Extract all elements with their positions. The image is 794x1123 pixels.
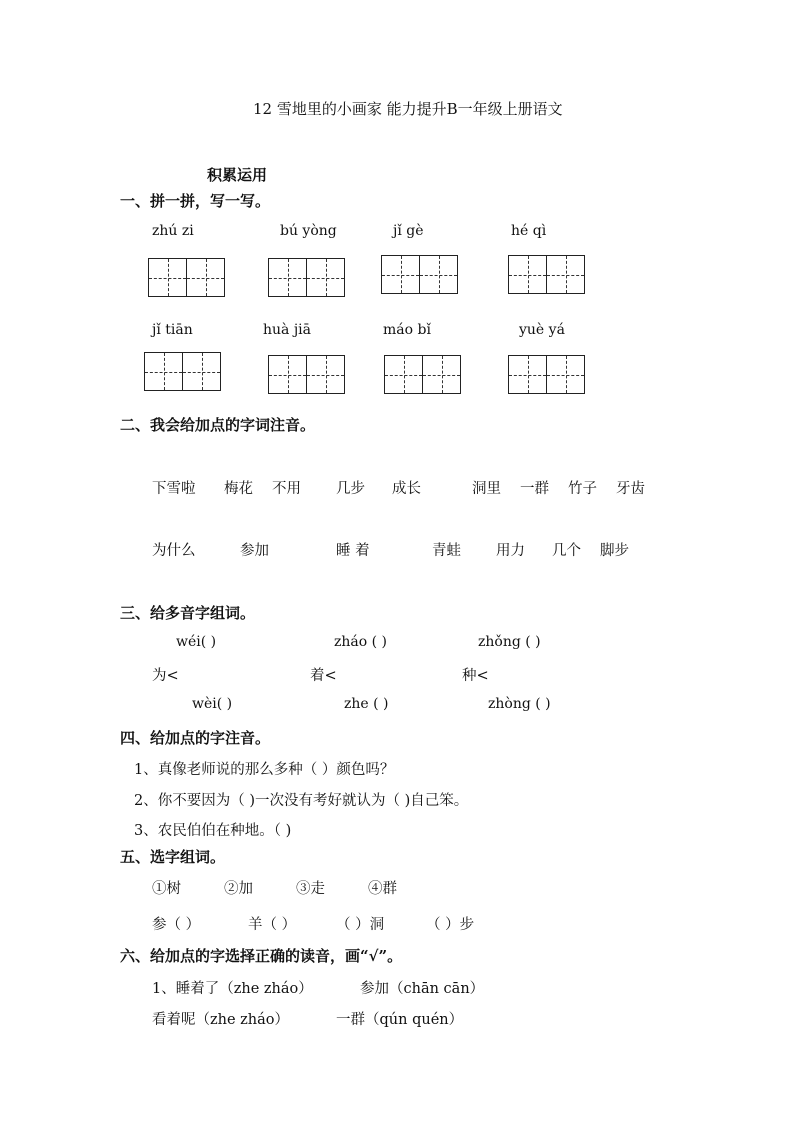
- word-item: 竹子: [568, 481, 597, 497]
- word-item: 一群: [520, 481, 549, 497]
- writing-grid[interactable]: [508, 255, 585, 294]
- word-item: 成长: [392, 481, 421, 497]
- choice-option: ②加: [224, 881, 253, 897]
- word-item: 为什么: [152, 543, 196, 559]
- grid-cell: [149, 259, 187, 296]
- exercise-item: 1、真像老师说的那么多种（ ）颜色吗？: [134, 762, 395, 778]
- pinyin-label: jǐ gè: [393, 223, 424, 239]
- polyphone-char: 为<: [152, 668, 179, 684]
- grid-cell: [509, 256, 547, 293]
- exercise-item: 2、你不要因为（ )一次没有考好就认为（ )自己笨。: [134, 793, 469, 809]
- section-heading-5: 五、选字组词。: [120, 848, 226, 866]
- pinyin-label: bú yòng: [280, 223, 337, 239]
- fill-blank[interactable]: 参（ ）: [152, 917, 201, 933]
- reading-choice[interactable]: 一群（qún quén）: [336, 1012, 464, 1028]
- grid-cell: [307, 356, 344, 393]
- choice-option: ④群: [368, 881, 397, 897]
- reading-choice[interactable]: 参加（chān cān）: [360, 981, 485, 997]
- writing-grid[interactable]: [144, 352, 221, 391]
- word-item: 几个: [552, 543, 581, 559]
- grid-cell: [307, 259, 344, 296]
- pinyin-blank[interactable]: wèi( ): [192, 696, 233, 712]
- grid-cell: [382, 256, 420, 293]
- word-item: 洞里: [472, 481, 501, 497]
- grid-cell: [183, 353, 220, 390]
- fill-blank[interactable]: （ ）步: [426, 917, 475, 933]
- writing-grid[interactable]: [381, 255, 458, 294]
- exercise-item: 3、农民伯伯在种地。（ ): [134, 823, 292, 839]
- choice-option: ③走: [296, 881, 325, 897]
- word-item: 下雪啦: [152, 481, 196, 497]
- grid-cell: [547, 256, 584, 293]
- pinyin-blank[interactable]: zhe ( ): [344, 696, 389, 712]
- word-item: 牙齿: [616, 481, 645, 497]
- section-heading-3: 三、给多音字组词。: [120, 604, 256, 622]
- word-item: 参加: [240, 543, 269, 559]
- word-item: 梅花: [224, 481, 253, 497]
- choice-option: ①树: [152, 881, 181, 897]
- writing-grid[interactable]: [384, 355, 461, 394]
- polyphone-char: 着<: [310, 668, 337, 684]
- pinyin-blank[interactable]: zhòng ( ): [488, 696, 551, 712]
- polyphone-char: 种<: [462, 668, 489, 684]
- pinyin-label: yuè yá: [519, 322, 565, 338]
- pinyin-label: máo bǐ: [383, 322, 431, 338]
- word-item: 几步: [336, 481, 365, 497]
- section-heading-1: 一、拼一拼，写一写。: [120, 192, 271, 210]
- pinyin-blank[interactable]: zháo ( ): [334, 634, 387, 650]
- grid-cell: [269, 259, 307, 296]
- writing-grid[interactable]: [148, 258, 225, 297]
- section-heading-2: 二、我会给加点的字词注音。: [120, 416, 316, 434]
- fill-blank[interactable]: （ ）洞: [336, 917, 385, 933]
- page-title: 12 雪地里的小画家 能力提升B一年级上册语文: [253, 100, 563, 118]
- grid-cell: [420, 256, 457, 293]
- word-item: 不用: [272, 481, 301, 497]
- pinyin-blank[interactable]: zhǒng ( ): [478, 634, 541, 650]
- section-subtitle: 积累运用: [207, 166, 268, 184]
- grid-cell: [509, 356, 547, 393]
- section-heading-4: 四、给加点的字注音。: [120, 729, 271, 747]
- grid-cell: [547, 356, 584, 393]
- pinyin-label: jǐ tiān: [152, 322, 193, 338]
- grid-cell: [187, 259, 224, 296]
- section-heading-6: 六、给加点的字选择正确的读音，画“√”。: [120, 947, 403, 965]
- word-item: 用力: [496, 543, 525, 559]
- grid-cell: [269, 356, 307, 393]
- reading-choice[interactable]: 看着呢（zhe zháo）: [152, 1012, 290, 1028]
- writing-grid[interactable]: [268, 355, 345, 394]
- grid-cell: [385, 356, 423, 393]
- fill-blank[interactable]: 羊（ ）: [248, 917, 297, 933]
- pinyin-blank[interactable]: wéi( ): [176, 634, 217, 650]
- grid-cell: [423, 356, 460, 393]
- writing-grid[interactable]: [268, 258, 345, 297]
- word-item: 青蛙: [432, 543, 461, 559]
- grid-cell: [145, 353, 183, 390]
- pinyin-label: huà jiā: [263, 322, 311, 338]
- pinyin-label: hé qì: [511, 223, 547, 239]
- pinyin-label: zhú zi: [152, 223, 194, 239]
- writing-grid[interactable]: [508, 355, 585, 394]
- word-item: 脚步: [600, 543, 629, 559]
- word-item: 睡 着: [336, 543, 370, 559]
- reading-choice[interactable]: 1、睡着了（zhe zháo）: [152, 981, 313, 997]
